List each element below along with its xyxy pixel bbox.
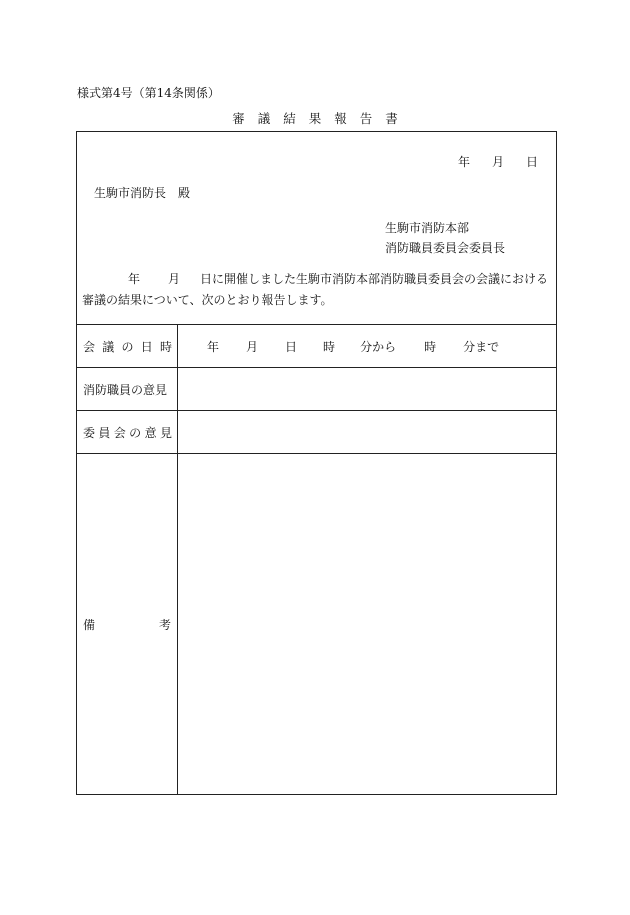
title-char: 果 [308,111,335,126]
label-char: 備 [83,617,96,632]
body-year-label: 年 [128,272,141,286]
staff-opinion-label-text: 消防職員の意見 [83,382,168,397]
title-char: 報 [334,111,360,126]
meeting-datetime-field[interactable] [178,325,556,367]
body-line1: 日に開催しました生駒市消防本部消防職員委員会の会議における [200,272,549,286]
label-char: 会 [113,425,126,440]
label-char: の [121,339,134,354]
sender-title: 消防職員委員会委員長 [385,241,506,255]
report-form-frame [76,131,557,795]
label-char: 意 [144,425,157,440]
sender-block [385,218,505,258]
title-char: 書 [385,111,411,126]
label-char: 委 [83,425,96,440]
title-char: 結 [283,111,309,126]
label-char: の [129,425,142,440]
document-title [0,109,630,127]
committee-opinion-row [77,410,556,453]
label-char: 時 [159,339,172,354]
title-char: 告 [359,111,386,126]
label-char: 会 [83,339,96,354]
addressee: 生駒市消防長 殿 [94,186,191,200]
meeting-year-label: 年 [207,339,220,354]
meeting-start-minute-label: 分から [360,339,397,354]
meeting-day-label: 日 [285,339,298,354]
remarks-label [77,454,178,794]
date-month-label: 月 [491,155,504,169]
meeting-start-hour-label: 時 [323,339,336,354]
title-char: 審 [232,111,258,126]
date-year-label: 年 [457,155,470,169]
meeting-datetime-label [77,325,178,367]
meeting-end-hour-label: 時 [424,339,437,354]
body-month-label: 月 [168,272,181,286]
staff-opinion-field[interactable] [178,368,556,410]
date-day-label: 日 [525,155,538,169]
committee-opinion-field[interactable] [178,411,556,453]
staff-opinion-row [77,367,556,410]
label-char: 見 [159,425,172,440]
form-number: 様式第4号（第14条関係） [77,86,220,100]
title-char: 議 [257,111,284,126]
sender-organization: 生駒市消防本部 [385,221,470,235]
remarks-field[interactable] [178,454,556,794]
label-char: 議 [102,339,115,354]
label-char: 考 [158,617,171,632]
meeting-datetime-row [77,324,556,367]
label-char: 員 [98,425,111,440]
staff-opinion-label [77,368,178,410]
committee-opinion-label [77,411,178,453]
remarks-row [77,453,556,794]
report-date-line [458,153,538,170]
label-char: 日 [140,339,153,354]
report-body-text [82,269,552,311]
meeting-month-label: 月 [246,339,259,354]
meeting-end-minute-label: 分まで [463,339,500,354]
body-line2: 審議の結果について、次のとおり報告します。 [82,293,333,307]
